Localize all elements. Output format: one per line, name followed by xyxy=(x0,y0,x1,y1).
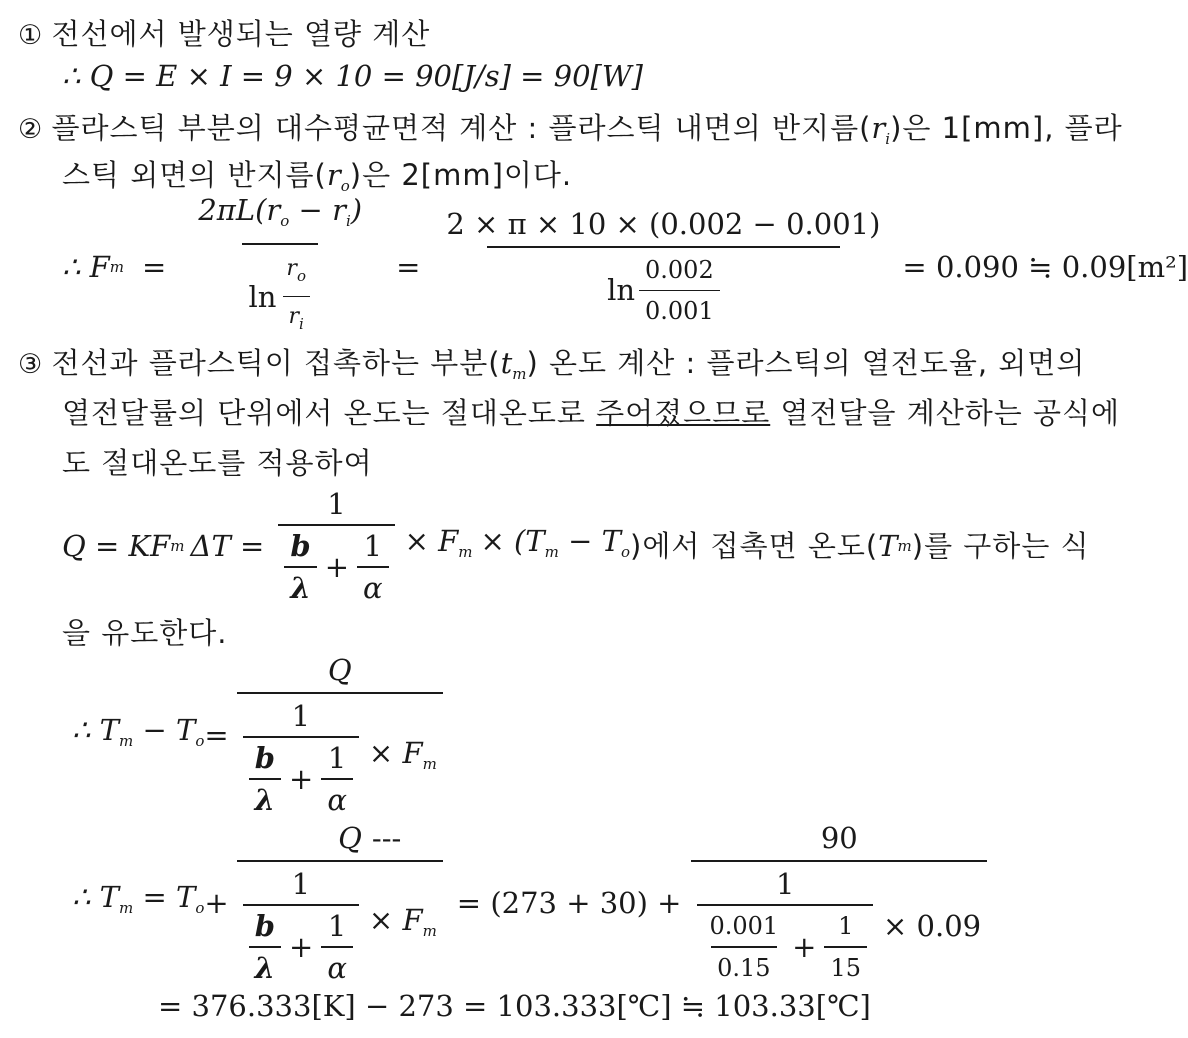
tdiff-fraction: Q 1 $\frac{b}{\lambda}$ + $\frac{1}{\alpha}$ × $F_m$ xyxy=(237,652,443,818)
step2-text1: 플라스틱 부분의 대수평균면적 계산 : 플라스틱 내면의 반지름( xyxy=(51,111,872,145)
tm-fraction-numeric: 90 1 $\frac{0.001}{0.15}$ + $\frac{1}{15}$ × 0.09 xyxy=(691,820,987,986)
fm-lhs-subscript: m xyxy=(109,258,125,276)
area-fraction-symbolic xyxy=(184,192,376,342)
area-numerator-numeric: 2 × π × 10 × (0.002 − 0.001) xyxy=(446,206,881,241)
step3-text1b: ) 온도 계산 : 플라스틱의 열전도율, 외면의 xyxy=(526,346,1086,380)
step1-marker: ① xyxy=(18,20,43,51)
delta-t: ΔT = xyxy=(190,529,265,563)
step3-text-line1 xyxy=(18,345,1085,392)
step3-text-line4: 을 유도한다. xyxy=(62,616,228,650)
equals-1: = xyxy=(142,250,167,284)
overall-coefficient-fraction: 1 $\frac{b}{\lambda}$ + $\frac{1}{\alpha}$ xyxy=(278,486,394,606)
fm-lhs: ∴ F xyxy=(62,250,110,284)
step1-formula: ∴ Q = E × I = 9 × 10 = 90[J/s] = 90[W] xyxy=(62,59,643,93)
final-result: = 376.333[K] − 273 = 103.333[℃] ≒ 103.33[℃] xyxy=(158,989,871,1023)
ro-over-ri: $\frac{r_o}{r_i}$ xyxy=(280,251,312,342)
step3-text-line3: 도 절대온도를 적용하여 xyxy=(62,446,373,480)
step3-text2a: 열전달률의 단위에서 온도는 절대온도로 xyxy=(62,396,597,430)
kfm-subscript: m xyxy=(170,537,185,555)
eq1-korean-tail2: )를 구하는 식 xyxy=(911,529,1090,563)
step2-text1b: )은 1[mm], 플라 xyxy=(890,111,1123,145)
area-denominator-symbolic: ln $\frac{r_o}{r_i}$ xyxy=(242,243,318,342)
tm-subscript: m xyxy=(512,365,527,383)
eq3-273-plus-30: = (273 + 30) + xyxy=(456,885,682,920)
equals-2: = xyxy=(396,250,421,284)
temperature-difference-equation: ∴ $T_m - T_o$ = Q 1 $\frac{b}{\lambda}$ + $\frac{1}{\alpha}$ × $F_m$ xyxy=(72,660,443,810)
step3-marker: ③ xyxy=(18,349,43,380)
step3-underlined-text: 주어졌으므로 xyxy=(596,396,771,430)
log-ratio-numeric: $\frac{0.002}{0.001}$ xyxy=(639,252,720,329)
step3-text1a: 전선과 플라스틱이 접촉하는 부분( xyxy=(51,346,501,380)
eq1-korean-tail: )에서 접촉면 온도( xyxy=(630,529,879,563)
tm-fraction-symbolic: Q --- 1 $\frac{b}{\lambda}$ + $\frac{1}{\alpha}$ × $F_m$ xyxy=(237,820,443,986)
ro-subscript: o xyxy=(340,177,350,195)
step2-area-equation xyxy=(62,193,1188,333)
area-result: = 0.090 ≒ 0.09[m²] xyxy=(902,250,1188,284)
q-equals-kfm: Q = KF xyxy=(62,529,171,563)
step3-text2b: 열전달을 계산하는 공식에 xyxy=(770,396,1121,430)
step3-text-line2 xyxy=(62,395,1120,431)
step2-text2a: 스틱 외면의 반지름( xyxy=(62,158,327,192)
step1-heading-line xyxy=(18,16,430,54)
step2-text2b: )은 2[mm]이다. xyxy=(349,158,573,192)
area-numerator-symbolic: $2\pi L(r_o - r_i)$ xyxy=(198,193,363,230)
heat-transfer-equation: Q = KF m ΔT = 1 $\frac{b}{\lambda}$ + $\frac{1}{\alpha}$ × $F_m$ × ($T_m - T_o$ )에서 접촉면 온도( T m )를 구하는 식 xyxy=(62,487,1090,605)
step2-marker: ② xyxy=(18,114,43,145)
area-denominator-numeric: ln $\frac{0.002}{0.001}$ xyxy=(487,246,840,329)
temperature-equation: ∴ $T_m = T_o$ + Q --- 1 $\frac{b}{\lambda}$ + $\frac{1}{\alpha}$ × $F_m$ = (273 + 30) + 90 1 $\frac{0.001}{0.15}$ + $\frac{1}{15}$ × 0.09 xyxy=(72,825,987,980)
step2-text-line1 xyxy=(18,110,1123,157)
area-fraction-numeric xyxy=(440,206,886,329)
tm-symbol: t xyxy=(500,346,513,380)
ri-subscript: i xyxy=(885,130,891,148)
ro-symbol: r xyxy=(326,158,341,192)
step1-heading: 전선에서 발생되는 열량 계산 xyxy=(51,17,431,51)
ri-symbol: r xyxy=(871,111,886,145)
